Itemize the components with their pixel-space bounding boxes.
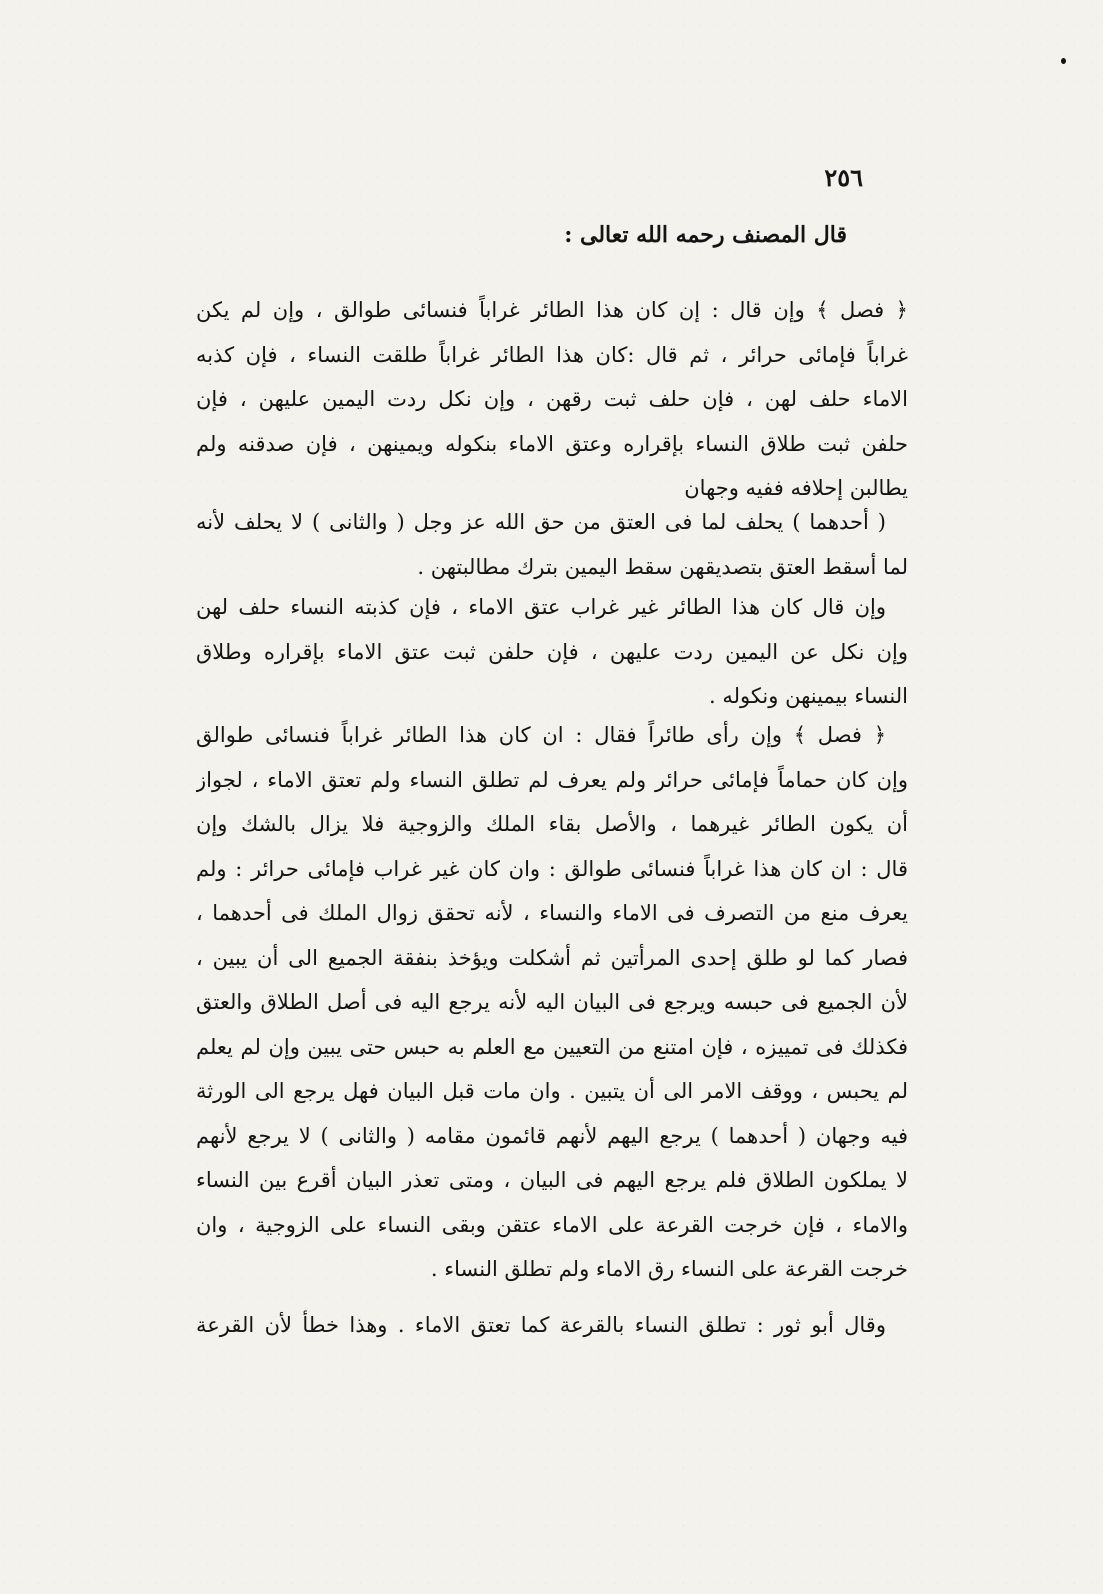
text-line: الاماء حلف لهن ، فإن حلف ثبت رقهن ، وإن نكل ردت اليمين عليهن ، فإن [196,387,908,411]
text-line: فيه وجهان ( أحدهما ) يرجع اليهم لأنهم قائمون مقامه ( والثانى ) لا يرجع لأنهم [196,1123,908,1148]
paragraph-2 [196,500,908,589]
text-line: لما أسقط العتق بتصديقهن سقط اليمين بترك مطالبتهن . [417,554,908,579]
text-line: فكذلك فى تمييزه ، فإن امتنع من التعيين مع العلم به حبس حتى يبين وإن لم يعلم [196,1034,908,1059]
page-number: ٢٥٦ [824,163,863,192]
paragraph-5 [196,1303,908,1348]
text-line: ( أحدهما ) يحلف لما فى العتق من حق الله عز وجل ( والثانى ) لا يحلف لأنه [196,510,886,534]
text-line: حلفن ثبت طلاق النساء بإقراره وعتق الاماء بنكوله ويمينهن ، فإن صدقنه ولم [196,431,908,456]
text-line: خرجت القرعة على النساء رق الاماء ولم تطلق النساء . [430,1257,908,1281]
text-line: قال : ان كان هذا غراباً فنسائى طوالق : وان كان غير غراب فإمائى حرائر : ولم [196,856,908,881]
text-line: وقال أبو ثور : تطلق النساء بالقرعة كما تعتق الاماء . وهذا خطأ لأن القرعة [196,1313,886,1337]
paragraph-1 [196,288,908,511]
text-line: ﴿ فصل ﴾ وإن قال : إن كان هذا الطائر غراباً فنسائى طوالق ، وإن لم يكن [196,298,908,322]
text-line: لأن الجميع فى حبسه ويرجع فى البيان اليه لأنه يرجع اليه فى أصل الطلاق والعتق [196,990,908,1014]
text-line: أن يكون الطائر غيرهما ، والأصل بقاء الملك والزوجية فلا يزال بالشك وإن [196,812,908,836]
text-line: وإن قال كان هذا الطائر غير غراب عتق الاماء ، فإن كذبته النساء حلف لهن [196,595,886,619]
text-line: فصار كما لو طلق إحدى المرأتين ثم أشكلت ويؤخذ بنفقة الجميع الى أن يبين ، [196,945,908,970]
text-line: يطالبن إحلافه ففيه وجهان [684,476,908,500]
text-line: وإن نكل عن اليمين ردت عليهن ، فإن حلفن ثبت عتق الاماء بإقراره وطلاق [196,639,908,664]
text-line: ﴿ فصل ﴾ وإن رأى طائراً فقال : ان كان هذا الطائر غراباً فنسائى طوالق [196,723,886,747]
paragraph-3 [196,585,908,719]
paragraph-4 [196,713,908,1292]
author-attribution: قال المصنف رحمه الله تعالى : [564,222,847,248]
ink-dot-mark [1061,58,1066,64]
text-line: والاماء ، فإن خرجت القرعة على الاماء عتقن وبقى النساء على الزوجية ، وان [196,1212,908,1237]
text-line: يعرف منع من التصرف فى الاماء والنساء ، لأنه تحقق زوال الملك فى أحدهما ، [196,901,908,925]
text-line: وإن كان حماماً فإمائى حرائر ولم يعرف لم تطلق النساء ولم تعتق الاماء ، لجواز [196,767,908,792]
text-line: لا يملكون الطلاق فلم يرجع اليهم فى البيان ، ومتى تعذر البيان أقرع بين النساء [196,1168,908,1192]
text-line: لم يحبس ، ووقف الامر الى أن يتبين . وان مات قبل البيان فهل يرجع الى الورثة [196,1079,908,1103]
text-line: غراباً فإمائى حرائر ، ثم قال :كان هذا الطائر غراباً طلقت النساء ، فإن كذبه [196,342,908,367]
text-line: النساء بيمينهن ونكوله . [708,684,908,708]
